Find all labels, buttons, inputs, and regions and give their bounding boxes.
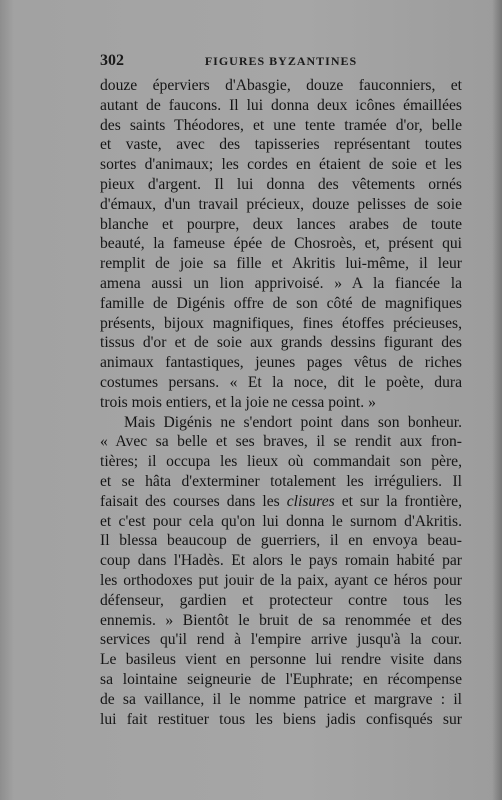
text-line: et se hâta d'exterminer totalement les irréguliers. Il [100, 472, 462, 490]
text-line: tières; il occupa les lieux où commandait son père, [100, 453, 462, 471]
paragraph-first-line: Mais Digénis ne s'endort point dans son bonheur. [124, 413, 462, 431]
text-line: sortes d'animaux; les cordes en étaient de soie et les [100, 156, 462, 174]
text-line-with-emphasis [100, 492, 462, 512]
text-line: blanche et pourpre, deux lances arabes de toute [100, 215, 462, 233]
text-line: sa lointaine seigneurie de l'Euphrate; en récompense [100, 670, 462, 688]
text-segment: faisait des courses dans les [100, 492, 280, 510]
text-line: Le basileus vient en personne lui rendre visite dans [100, 651, 462, 669]
text-line: lui fait restituer tous les biens jadis confisqués sur [100, 710, 462, 728]
text-line: douze éperviers d'Abasgie, douze fauconniers, et [100, 77, 462, 94]
text-line: des saints Théodores, et une tente tramée d'or, belle [100, 116, 462, 134]
text-line: tissus d'or et de soie aux grands dessins figurant des [100, 334, 462, 352]
page-edge-shadow [492, 0, 502, 800]
text-segment: et sur la frontière, [341, 492, 462, 510]
text-line: trois mois entiers, et la joie ne cessa point. » [100, 393, 376, 411]
page-header [100, 52, 462, 72]
text-line: et c'est pour cela qu'on lui donna le surnom d'Akritis. [100, 512, 462, 530]
text-line: beauté, la fameuse épée de Chosroès, et, présent qui [100, 235, 462, 253]
text-line: pieux d'argent. Il lui donna des vêtements ornés [100, 175, 462, 193]
text-line: remplit de joie sa fille et Akritis lui-même, il leur [100, 255, 462, 273]
body-text [100, 76, 462, 729]
text-line: de sa vaillance, il le nomme patrice et margrave : il [100, 690, 462, 708]
text-line: d'émaux, d'un travail précieux, douze pelisses de soie [100, 195, 462, 213]
text-line: animaux fantastiques, jeunes pages vêtus de riches [100, 354, 462, 372]
text-line: services qu'il rend à l'empire arrive jusqu'à la cour. [100, 631, 462, 649]
text-line: ennemis. » Bientôt le bruit de sa renommée et des [100, 611, 462, 629]
text-line: « Avec sa belle et ses braves, il se rendit aux fron- [100, 433, 462, 451]
text-line: présents, bijoux magnifiques, fines étoffes précieuses, [100, 314, 462, 332]
text-line: amena aussi un lion apprivoisé. » A la fiancée la [100, 274, 462, 292]
text-line: coup dans l'Hadès. Et alors le pays romain habité par [100, 552, 462, 570]
text-line: défenseur, gardien et protecteur contre tous les [100, 591, 462, 609]
text-line: et vaste, avec des tapisseries représentant toutes [100, 136, 462, 154]
text-line: les orthodoxes put jouir de la paix, ayant ce héros pour [100, 571, 462, 589]
running-title: FIGURES BYZANTINES [204, 54, 358, 68]
text-line: Il blessa beaucoup de guerriers, il en envoya beau- [100, 532, 462, 550]
page-number: 302 [100, 52, 124, 69]
text-line: famille de Digénis offre de son côté de magnifiques [100, 294, 462, 312]
italic-term: clisures [286, 492, 335, 510]
text-line: costumes persans. « Et la noce, dit le poète, dura [100, 373, 462, 391]
text-line: autant de faucons. Il lui donna deux icônes émaillées [100, 96, 462, 114]
